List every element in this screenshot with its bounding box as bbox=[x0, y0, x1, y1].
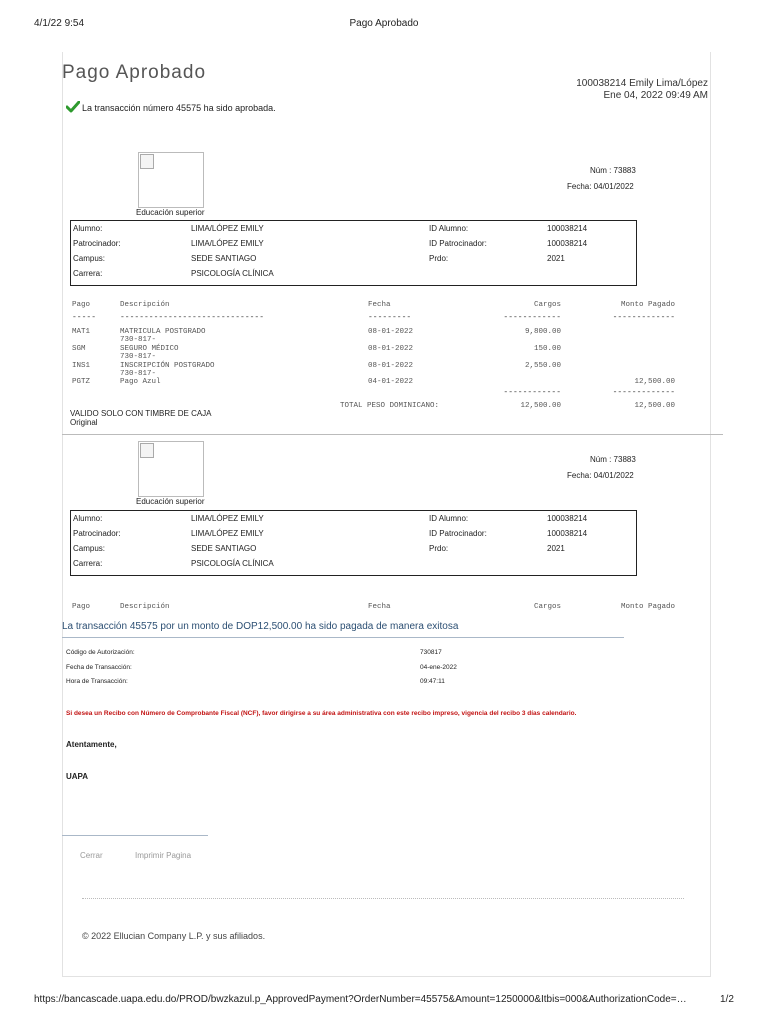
col-cargos: Cargos bbox=[533, 603, 561, 611]
auth-label: Código de Autorización: bbox=[66, 649, 135, 656]
info-value: SEDE SANTIAGO bbox=[191, 544, 257, 553]
info-row bbox=[71, 559, 636, 573]
receipt-date: Fecha: 04/01/2022 bbox=[567, 471, 634, 480]
col-pago: Pago bbox=[72, 301, 91, 309]
receipt-number: Núm : 73883 bbox=[590, 166, 636, 175]
copy-label: Original bbox=[70, 418, 98, 427]
logo-caption: Educación superior bbox=[136, 208, 205, 217]
info-row bbox=[71, 254, 636, 268]
col-descripcion: Descripción bbox=[120, 603, 170, 611]
print-title: Pago Aprobado bbox=[349, 18, 419, 29]
print-datetime: 4/1/22 9:54 bbox=[34, 18, 85, 29]
info-row bbox=[71, 224, 636, 238]
info-label: Campus: bbox=[73, 544, 106, 553]
item-desc-sub: 730-817- bbox=[120, 336, 157, 344]
auth-value: 09:47:11 bbox=[420, 678, 445, 685]
page-title: Pago Aprobado bbox=[62, 62, 207, 83]
info-value: PSICOLOGÍA CLÍNICA bbox=[191, 559, 274, 568]
receipt-number: Núm : 73883 bbox=[590, 455, 636, 464]
copyright: © 2022 Ellucian Company L.P. y sus afiliados. bbox=[82, 931, 266, 941]
info-value-2: 2021 bbox=[547, 544, 565, 553]
item-fecha: 08-01-2022 bbox=[368, 345, 414, 353]
info-label-2: ID Alumno: bbox=[429, 224, 469, 233]
total-monto: 12,500.00 bbox=[634, 402, 675, 410]
approval-message: La transacción número 45575 ha sido aprobada. bbox=[82, 103, 276, 113]
item-desc bbox=[120, 345, 179, 361]
info-label-2: Prdo: bbox=[429, 254, 449, 263]
underline-monto: ------------- bbox=[612, 313, 675, 322]
item-desc-text: SEGURO MÉDICO bbox=[120, 345, 179, 353]
closing: Atentamente, bbox=[66, 740, 117, 749]
col-monto: Monto Pagado bbox=[620, 301, 675, 309]
info-row bbox=[71, 529, 636, 543]
col-descripcion: Descripción bbox=[120, 301, 170, 309]
total-cargos: 12,500.00 bbox=[520, 402, 561, 410]
institution-logo bbox=[138, 441, 204, 497]
info-row bbox=[71, 514, 636, 528]
underline-cargos: ------------ bbox=[503, 313, 561, 322]
checkmark-icon bbox=[66, 101, 80, 113]
signature: UAPA bbox=[66, 772, 89, 781]
underline-fecha: --------- bbox=[368, 313, 412, 322]
total-label: TOTAL PESO DOMINICANO: bbox=[340, 402, 440, 410]
item-pago: MAT1 bbox=[72, 328, 91, 336]
session-datetime: Ene 04, 2022 09:49 AM bbox=[603, 90, 708, 101]
info-value: LIMA/LÓPEZ EMILY bbox=[191, 239, 264, 248]
item-desc bbox=[120, 328, 206, 344]
close-button[interactable]: Cerrar bbox=[80, 851, 103, 860]
info-label-2: ID Alumno: bbox=[429, 514, 469, 523]
info-value: SEDE SANTIAGO bbox=[191, 254, 257, 263]
total-underline-monto: ------------- bbox=[612, 388, 675, 397]
info-label-2: ID Patrocinador: bbox=[429, 529, 487, 538]
footer-divider bbox=[82, 898, 684, 899]
valid-note: VALIDO SOLO CON TIMBRE DE CAJA bbox=[70, 409, 212, 418]
auth-value: 730817 bbox=[420, 649, 442, 656]
underline-descripcion: ------------------------------ bbox=[120, 313, 265, 322]
item-fecha: 08-01-2022 bbox=[368, 362, 414, 370]
info-row bbox=[71, 544, 636, 558]
user-id-name: 100038214 Emily Lima/López bbox=[576, 78, 708, 89]
item-fecha: 04-01-2022 bbox=[368, 378, 414, 386]
item-monto: 12,500.00 bbox=[634, 378, 675, 386]
student-info-box bbox=[70, 220, 637, 286]
student-info-box bbox=[70, 510, 637, 576]
item-pago: INS1 bbox=[72, 362, 91, 370]
user-info bbox=[576, 78, 708, 102]
broken-image-icon bbox=[140, 154, 154, 169]
broken-image-icon bbox=[140, 443, 154, 458]
info-label: Campus: bbox=[73, 254, 106, 263]
info-value: LIMA/LÓPEZ EMILY bbox=[191, 514, 264, 523]
receipt-date: Fecha: 04/01/2022 bbox=[567, 182, 634, 191]
item-desc-sub: 730-817- bbox=[120, 353, 157, 361]
info-value: LIMA/LÓPEZ EMILY bbox=[191, 224, 264, 233]
info-label: Carrera: bbox=[73, 269, 103, 278]
auth-label: Hora de Transacción: bbox=[66, 678, 128, 685]
info-label-2: Prdo: bbox=[429, 544, 449, 553]
auth-value: 04-ene-2022 bbox=[420, 664, 457, 671]
info-row bbox=[71, 269, 636, 283]
item-cargos: 9,800.00 bbox=[524, 328, 561, 336]
info-label: Patrocinador: bbox=[73, 239, 121, 248]
info-value-2: 100038214 bbox=[547, 529, 588, 538]
item-desc-sub: 730-817- bbox=[120, 370, 157, 378]
success-underline bbox=[62, 637, 624, 638]
col-pago: Pago bbox=[72, 603, 91, 611]
col-fecha: Fecha bbox=[368, 603, 391, 611]
print-url: https://bancascade.uapa.edu.do/PROD/bwzkazul.p_ApprovedPayment?OrderNumber=45575&Amount=1250000&Itbis=000&AuthorizationCode=… bbox=[34, 994, 687, 1005]
auth-label: Fecha de Transacción: bbox=[66, 664, 132, 671]
info-value-2: 100038214 bbox=[547, 239, 588, 248]
info-row bbox=[71, 239, 636, 253]
item-desc bbox=[120, 362, 215, 378]
item-desc-text: MATRICULA POSTGRADO bbox=[120, 328, 206, 336]
col-fecha: Fecha bbox=[368, 301, 391, 309]
logo-caption: Educación superior bbox=[136, 497, 205, 506]
item-pago: PGTZ bbox=[72, 378, 91, 386]
info-value-2: 100038214 bbox=[547, 514, 588, 523]
item-pago: SGM bbox=[72, 345, 86, 353]
col-monto: Monto Pagado bbox=[620, 603, 675, 611]
info-value-2: 100038214 bbox=[547, 224, 588, 233]
print-page-number: 1/2 bbox=[720, 994, 734, 1005]
success-message: La transacción 45575 por un monto de DOP12,500.00 ha sido pagada de manera exitosa bbox=[62, 621, 459, 632]
print-page-button[interactable]: Imprimir Pagina bbox=[135, 851, 192, 860]
info-value-2: 2021 bbox=[547, 254, 565, 263]
signature-line bbox=[62, 835, 208, 836]
ncf-notice: Si desea un Recibo con Número de Comprobante Fiscal (NCF), favor dirigirse a su área administrativa con este recibo impreso, vigencia del recibo 3 días calendario. bbox=[66, 710, 577, 717]
receipt-divider bbox=[62, 434, 723, 435]
item-cargos: 2,550.00 bbox=[524, 362, 561, 370]
info-label: Patrocinador: bbox=[73, 529, 121, 538]
item-cargos: 150.00 bbox=[533, 345, 561, 353]
col-cargos: Cargos bbox=[533, 301, 561, 309]
institution-logo bbox=[138, 152, 204, 208]
item-fecha: 08-01-2022 bbox=[368, 328, 414, 336]
item-desc-text: Pago Azul bbox=[120, 378, 161, 386]
underline-pago: ----- bbox=[72, 313, 97, 322]
total-underline-cargos: ------------ bbox=[503, 388, 561, 397]
item-desc-text: INSCRIPCIÓN POSTGRADO bbox=[120, 362, 215, 370]
info-label: Alumno: bbox=[73, 224, 103, 233]
info-label-2: ID Patrocinador: bbox=[429, 239, 487, 248]
info-label: Carrera: bbox=[73, 559, 103, 568]
info-label: Alumno: bbox=[73, 514, 103, 523]
info-value: LIMA/LÓPEZ EMILY bbox=[191, 529, 264, 538]
info-value: PSICOLOGÍA CLÍNICA bbox=[191, 269, 274, 278]
